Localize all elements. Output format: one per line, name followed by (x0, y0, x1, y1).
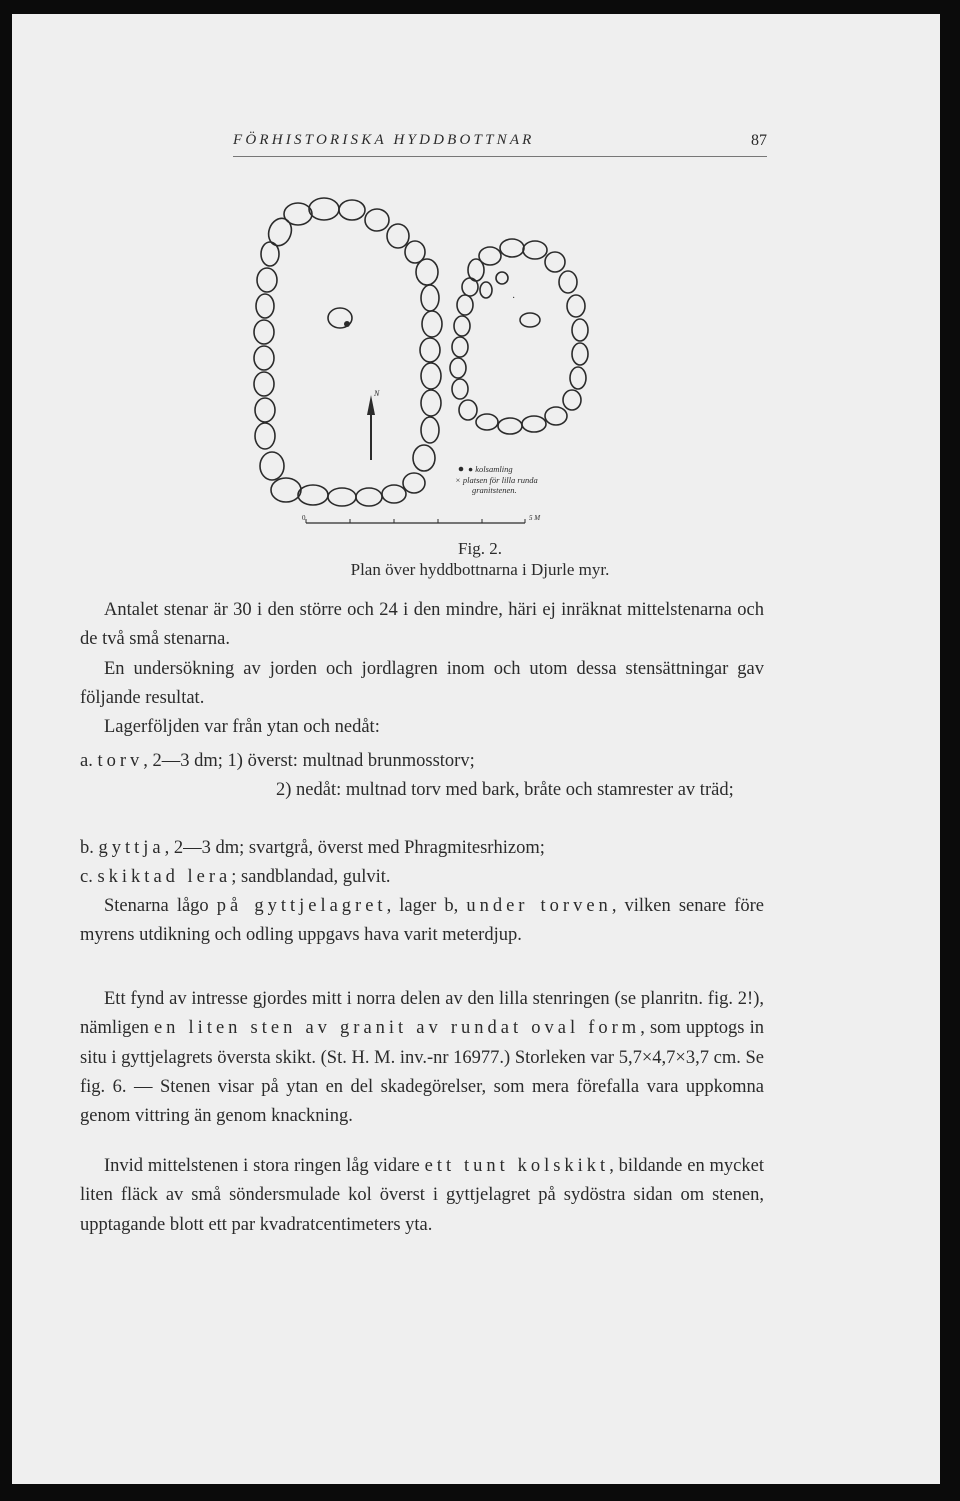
svg-text:0: 0 (302, 514, 306, 522)
layer-a (80, 747, 764, 776)
granite-find-marker: · (512, 293, 516, 304)
layer-a-text: , 2—3 dm; 1) överst: multnad brunmosstorv; (143, 751, 475, 771)
running-header (233, 132, 767, 154)
layer-a-sub: 2) nedåt: multnad torv med bark, bråte och stamrester av träd; (276, 780, 734, 800)
p5-text-2: , som upptogs in situ i gyttjelagrets översta skikt. (St. H. M. inv.-nr 16977.) Storleken var 5,7×4,7×3,7 cm. Se fig. 6. — Stenen visar på ytan en del skadegörelser, som mera förefalla vara uppkomna genom vittring än genom knackning. (80, 1018, 764, 1127)
layer-b-term: gyttja (98, 838, 165, 858)
layer-c-prefix: c. (80, 867, 93, 887)
small-stone-ring (450, 239, 588, 434)
paragraph-charcoal-layer (80, 1152, 764, 1240)
p6-text-2: , bildande en mycket liten fläck av små söndersmulade kol överst i gyttjelagret på sydöstra sidan om stenen, upptagande blott ett par kvadratcentimeters yta. (80, 1156, 764, 1235)
paragraph-stone-position (80, 892, 764, 951)
charcoal-mark (344, 321, 350, 327)
running-title: FÖRHISTORISKA HYDDBOTTNAR (233, 132, 535, 148)
figure-legend (455, 464, 538, 495)
svg-text:× platsen för lilla runda: × platsen för lilla runda (455, 475, 538, 485)
p6-text-1: Invid mittelstenen i stora ringen låg vidare (104, 1156, 425, 1176)
figure-caption: Plan över hyddbottnarna i Djurle myr. (350, 560, 610, 579)
paragraph-investigation: En undersökning av jorden och jordlagren inom och utom dessa stensättningar gav följande resultat. (80, 659, 764, 709)
figure-label: Fig. 2. (458, 539, 502, 558)
p4-emph-2: under torven (466, 896, 612, 916)
p4-text-3: , vilken senare före myrens utdikning och odling uppgavs hava varit meterdjup. (80, 896, 764, 946)
svg-text:● kolsamling: ● kolsamling (468, 464, 513, 474)
small-ring-center-stone (520, 313, 540, 327)
layer-b-prefix: b. (80, 838, 94, 858)
p6-emph: ett tunt kolskikt (424, 1156, 610, 1176)
hut-plan-figure (250, 190, 600, 530)
paragraph-granite-find (80, 985, 764, 1131)
layer-b (80, 834, 764, 863)
layer-c-term: skiktad lera (97, 867, 232, 887)
large-stone-ring (254, 198, 442, 506)
layer-c (80, 863, 764, 892)
p4-text-1: Stenarna lågo (104, 896, 217, 916)
scale-bar (302, 514, 541, 523)
north-arrow (367, 389, 380, 460)
p5-emph: en liten sten av granit av rundat oval form (153, 1018, 641, 1039)
p4-emph-1: på gyttjelagret (216, 896, 387, 916)
layer-a-term: torv (97, 751, 144, 771)
layer-b-text: , 2—3 dm; svartgrå, överst med Phragmitesrhizom; (164, 838, 545, 858)
page-number: 87 (751, 132, 767, 149)
svg-text:N: N (374, 389, 380, 398)
svg-text:5 M: 5 M (529, 514, 541, 522)
p4-text-2: , lager b, (386, 896, 467, 916)
layer-a-prefix: a. (80, 751, 93, 771)
layer-c-text: ; sandblandad, gulvit. (231, 867, 391, 887)
header-rule (233, 156, 767, 157)
svg-text:granitstenen.: granitstenen. (472, 485, 517, 495)
paragraph-stone-count: Antalet stenar är 30 i den större och 24 i den mindre, häri ej inräknat mittelstenarna och de två små stenarna. (80, 600, 764, 650)
paragraph-layer-intro: Lagerföljden var från ytan och nedåt: (104, 717, 380, 737)
p5-text-1: Ett fynd av intresse gjordes mitt i norra delen av den lilla stenringen (se planritn. fig. 2!), nämligen (80, 989, 764, 1039)
